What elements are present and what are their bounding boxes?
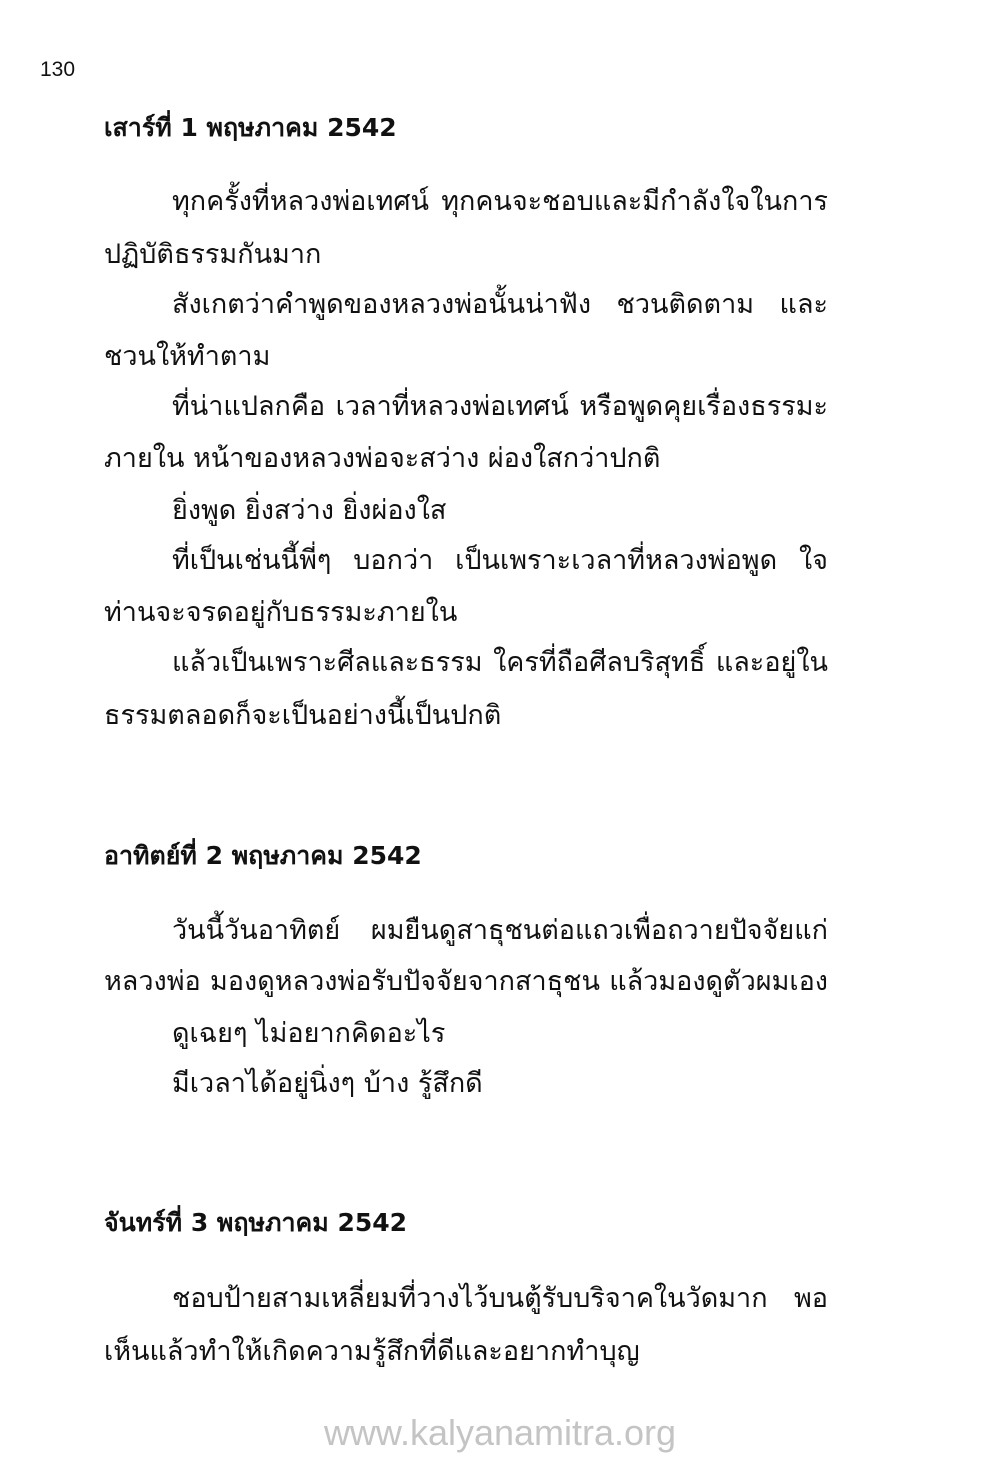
paragraph-line: ภายใน หน้าของหลวงพ่อจะสว่าง ผ่องใสกว่าปกติ [104,443,661,474]
paragraph-line: ดูเฉยๆ ไม่อยากคิดอะไร [172,1018,446,1049]
paragraph-line: ชอบป้ายสามเหลี่ยมที่วางไว้บนตู้รับบริจาคในวัดมาก พอ [172,1283,828,1314]
section-heading: อาทิตย์ที่ 2 พฤษภาคม 2542 [104,841,422,870]
watermark-url: www.kalyanamitra.org [323,1412,677,1453]
paragraph-line: หลวงพ่อ มองดูหลวงพ่อรับปัจจัยจากสาธุชน แล้วมองดูตัวผมเอง [104,966,828,997]
paragraph-line: ที่เป็นเช่นนี้พี่ๆ บอกว่า เป็นเพราะเวลาที่หลวงพ่อพูด ใจ [172,545,828,576]
section-heading: จันทร์ที่ 3 พฤษภาคม 2542 [104,1208,408,1237]
paragraph-line: ปฏิบัติธรรมกันมาก [104,239,322,270]
paragraph-line: ท่านจะจรดอยู่กับธรรมะภายใน [104,597,458,628]
paragraph-line: ยิ่งพูด ยิ่งสว่าง ยิ่งผ่องใส [172,495,447,526]
paragraph-line: มีเวลาได้อยู่นิ่งๆ บ้าง รู้สึกดี [172,1068,483,1099]
paragraph-line: วันนี้วันอาทิตย์ ผมยืนดูสาธุชนต่อแถวเพื่อถวายปัจจัยแก่ [172,915,828,946]
page-number: 130 [40,58,76,81]
paragraph-line: แล้วเป็นเพราะศีลและธรรม ใครที่ถือศีลบริสุทธิ์ และอยู่ใน [172,647,828,678]
paragraph-line: เห็นแล้วทำให้เกิดความรู้สึกที่ดีและอยากทำบุญ [104,1336,640,1367]
paragraph-line: ที่น่าแปลกคือ เวลาที่หลวงพ่อเทศน์ หรือพูดคุยเรื่องธรรมะ [172,391,828,422]
paragraph-line: ชวนให้ทำตาม [104,341,271,372]
paragraph-line: สังเกตว่าคำพูดของหลวงพ่อนั้นน่าฟัง ชวนติดตาม และ [172,289,828,320]
paragraph-line: ทุกครั้งที่หลวงพ่อเทศน์ ทุกคนจะชอบและมีกำลังใจในการ [172,186,828,217]
paragraph-line: ธรรมตลอดก็จะเป็นอย่างนี้เป็นปกติ [104,700,502,731]
section-heading: เสาร์ที่ 1 พฤษภาคม 2542 [104,113,397,142]
